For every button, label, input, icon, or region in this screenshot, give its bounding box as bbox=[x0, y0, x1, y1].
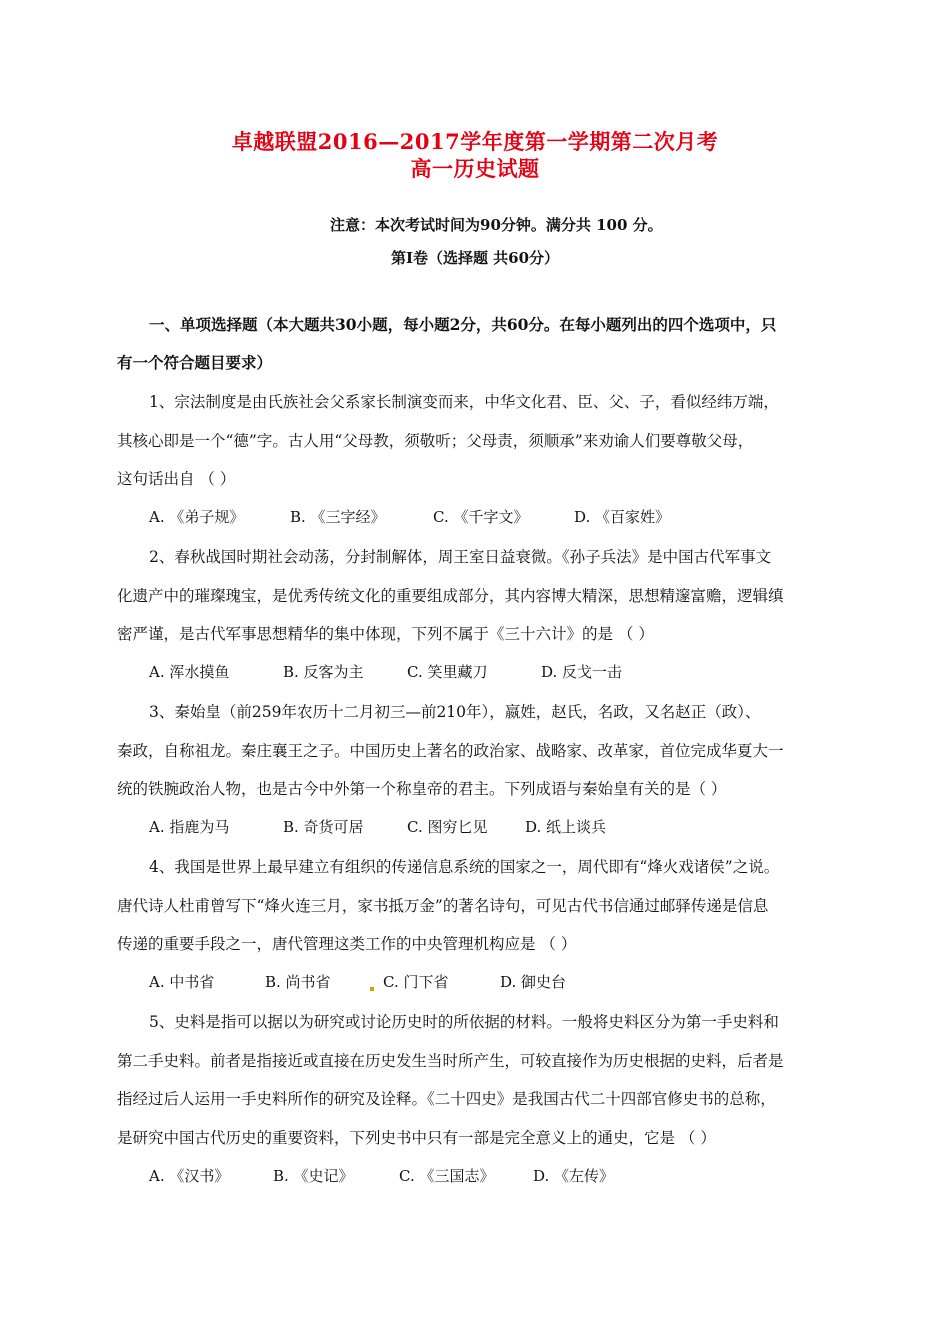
question-text: 1、宗法制度是由氏族社会父系家长制演变而来，中华文化君、臣、父、子，看似经纬万端， bbox=[149, 393, 779, 411]
stray-mark bbox=[370, 987, 374, 991]
option-a[interactable]: A. 《弟子规》 bbox=[149, 508, 245, 526]
option-a[interactable]: A. 《汉书》 bbox=[149, 1167, 230, 1185]
question-text: 唐代诗人杜甫曾写下“烽火连三月，家书抵万金”的著名诗句，可见古代书信通过邮驿传递是信息 bbox=[117, 897, 769, 915]
question-text: 这句话出自 （ ） bbox=[117, 470, 236, 488]
option-c[interactable]: C. 门下省 bbox=[383, 973, 449, 991]
option-d[interactable]: D. 《左传》 bbox=[533, 1167, 615, 1185]
question-text: 5、史料是指可以据以为研究或讨论历史时的所依据的材料。一般将史料区分为第一手史料和 bbox=[149, 1013, 779, 1031]
volume-title: 第Ⅰ卷（选择题 共60分） bbox=[390, 249, 560, 267]
question-text: 统的铁腕政治人物，也是古今中外第一个称皇帝的君主。下列成语与秦始皇有关的是（ ） bbox=[117, 780, 727, 798]
question-text: 指经过后人运用一手史料所作的研究及诠释。《二十四史》是我国古代二十四部官修史书的总称， bbox=[117, 1090, 776, 1108]
question-text: 2、春秋战国时期社会动荡，分封制解体，周王室日益衰微。《孙子兵法》是中国古代军事文 bbox=[149, 548, 772, 566]
option-a[interactable]: A. 指鹿为马 bbox=[149, 818, 230, 836]
option-d[interactable]: D. 纸上谈兵 bbox=[525, 818, 607, 836]
option-d[interactable]: D. 御史台 bbox=[500, 973, 567, 991]
exam-subtitle: 高一历史试题 bbox=[410, 156, 540, 181]
option-c[interactable]: C. 笑里藏刀 bbox=[407, 663, 488, 681]
option-c[interactable]: C. 《千字文》 bbox=[433, 508, 529, 526]
question-text: 是研究中国古代历史的重要资料，下列史书中只有一部是完全意义上的通史，它是 （ ） bbox=[117, 1129, 716, 1147]
option-c[interactable]: C. 《三国志》 bbox=[399, 1167, 495, 1185]
exam-notice: 注意：本次考试时间为90分钟。满分共 100 分。 bbox=[330, 216, 663, 234]
option-a[interactable]: A. 中书省 bbox=[149, 973, 215, 991]
option-d[interactable]: D. 反戈一击 bbox=[541, 663, 623, 681]
option-d[interactable]: D. 《百家姓》 bbox=[574, 508, 671, 526]
question-text: 其核心即是一个“德”字。古人用“父母教，须敬听；父母责，须顺承”来劝谕人们要尊敬父母， bbox=[117, 432, 754, 450]
option-a[interactable]: A. 浑水摸鱼 bbox=[149, 663, 230, 681]
option-b[interactable]: B. 反客为主 bbox=[283, 663, 364, 681]
question-text: 密严谨，是古代军事思想精华的集中体现，下列不属于《三十六计》的是 （ ） bbox=[117, 625, 654, 643]
option-c[interactable]: C. 图穷匕见 bbox=[407, 818, 488, 836]
option-b[interactable]: B. 尚书省 bbox=[265, 973, 331, 991]
option-b[interactable]: B. 奇货可居 bbox=[283, 818, 364, 836]
question-text: 第二手史料。前者是指接近或直接在历史发生当时所产生，可较直接作为历史根据的史料，后者是 bbox=[117, 1052, 784, 1070]
section-heading-cont: 有一个符合题目要求） bbox=[117, 353, 273, 372]
question-text: 4、我国是世界上最早建立有组织的传递信息系统的国家之一，周代即有“烽火戏诸侯”之说。 bbox=[149, 858, 780, 876]
question-text: 传递的重要手段之一，唐代管理这类工作的中央管理机构应是 （ ） bbox=[117, 935, 577, 953]
question-text: 秦政，自称祖龙。秦庄襄王之子。中国历史上著名的政治家、战略家、改革家，首位完成华夏大一 bbox=[117, 742, 784, 760]
section-heading: 一、单项选择题（本大题共30小题，每小题2分，共60分。在每小题列出的四个选项中，只 bbox=[149, 315, 777, 334]
option-b[interactable]: B. 《史记》 bbox=[273, 1167, 354, 1185]
question-text: 3、秦始皇（前259年农历十二月初三—前210年），嬴姓，赵氏，名政，又名赵正（政）、 bbox=[149, 703, 761, 721]
question-text: 化遗产中的璀璨瑰宝，是优秀传统文化的重要组成部分，其内容博大精深，思想精邃富赡，逻辑缜 bbox=[117, 587, 784, 605]
option-b[interactable]: B. 《三字经》 bbox=[290, 508, 386, 526]
exam-title: 卓越联盟2016—2017学年度第一学期第二次月考 bbox=[231, 129, 719, 154]
